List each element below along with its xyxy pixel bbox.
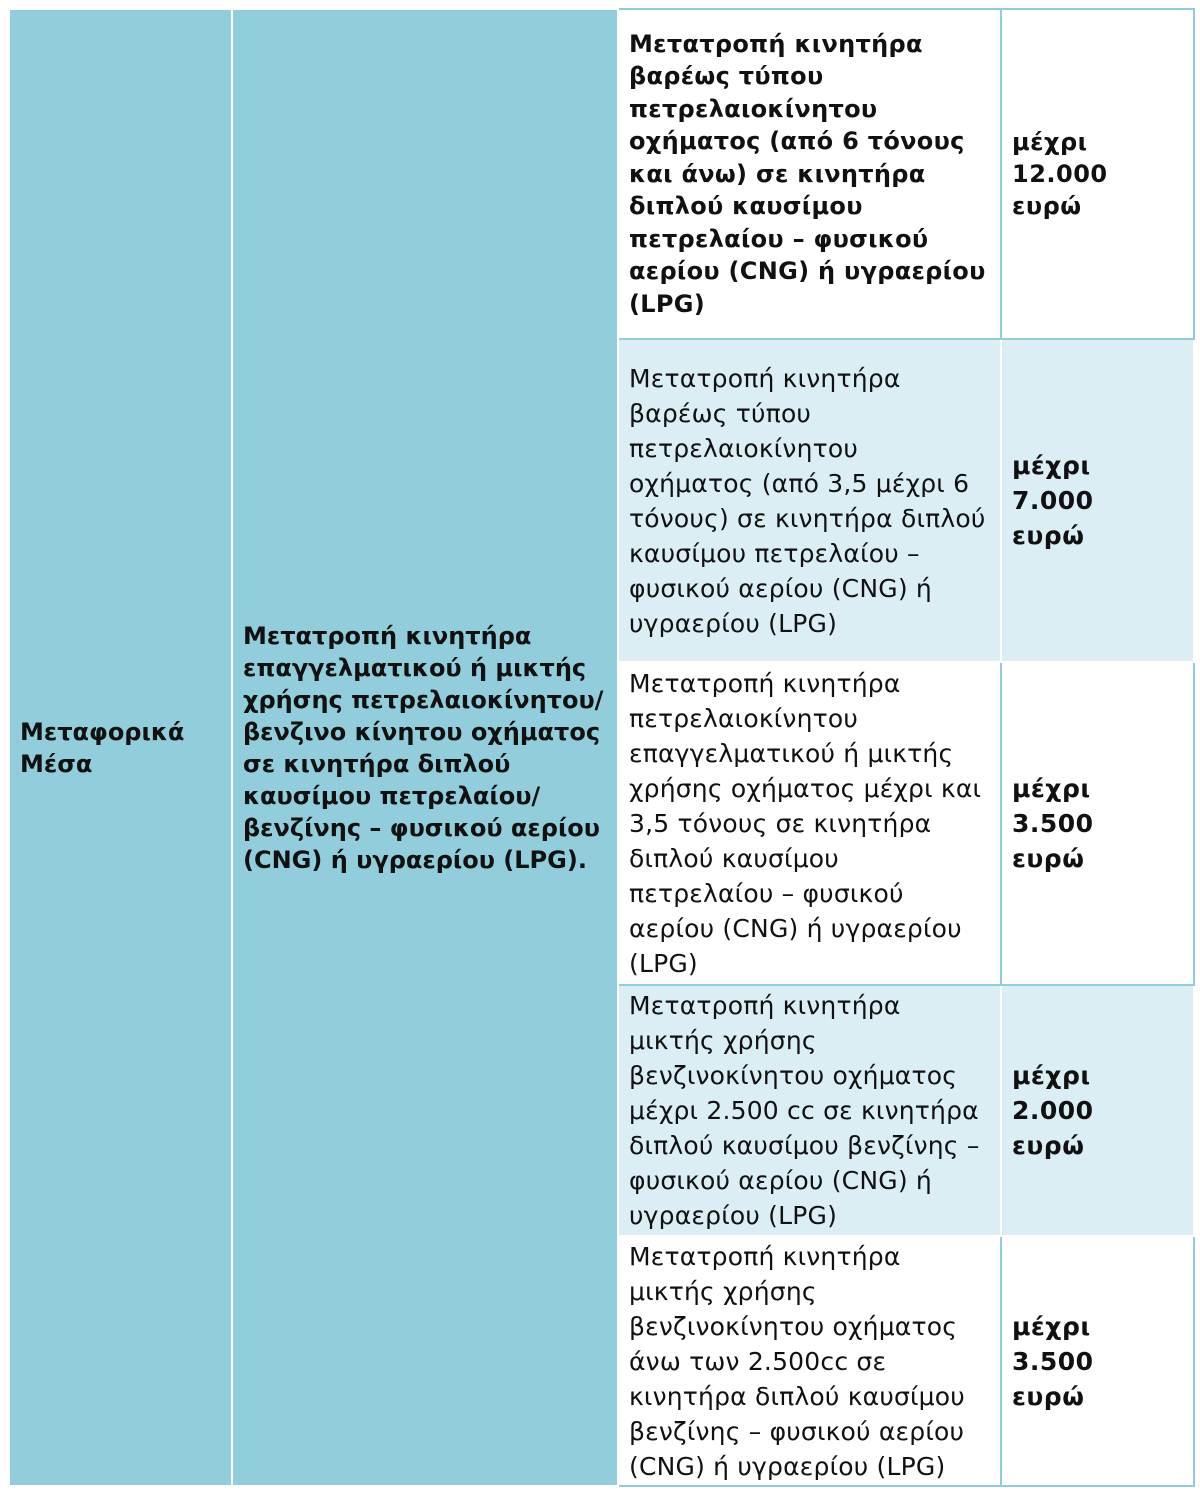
amount-text: μέχρι 12.000 ευρώ [1012, 128, 1108, 220]
sub-item-cell [618, 1236, 1001, 1486]
subsidy-table [8, 8, 1195, 1487]
sub-item-text: Μετατροπή κινητήρα πετρελαιοκίνητου επαγγελματικού ή μικτής χρήσης οχήματος μέχρι και 3,5 τόνους σε κινητήρα διπλού καυσίμου πετρελαίου – φυσικού αερίου (CNG) ή υγραερίου (LPG) [629, 669, 982, 978]
sub-item-cell [618, 9, 1001, 339]
amount-cell [1001, 1236, 1194, 1486]
sub-item-cell [618, 985, 1001, 1236]
sub-item-cell [618, 339, 1001, 662]
amount-text: μέχρι 3.500 ευρώ [1012, 774, 1094, 873]
amount-text: μέχρι 2.000 ευρώ [1012, 1061, 1094, 1160]
amount-text: μέχρι 7.000 ευρώ [1012, 451, 1094, 550]
sub-item-cell [618, 662, 1001, 985]
category-label: Μεταφορικά Μέσα [20, 717, 185, 778]
amount-cell [1001, 339, 1194, 662]
description-cell [232, 9, 618, 1486]
sub-item-text: Μετατροπή κινητήρα βαρέως τύπου πετρελαιοκίνητου οχήματος (από 3,5 μέχρι 6 τόνους) σε κινητήρα διπλού καυσίμου πετρελαίου – φυσικού αερίου (CNG) ή υγραερίου (LPG) [629, 363, 986, 638]
description-label: Μετατροπή κινητήρα επαγγελματικού ή μικτής χρήσης πετρελαιοκίνητου/βενζινο κίνητου οχήματος σε κινητήρα διπλού καυσίμου πετρελαίου/βενζίνης – φυσικού αερίου (CNG) ή υγραερίου (LPG). [243, 621, 604, 874]
amount-cell [1001, 985, 1194, 1236]
sub-item-text: Μετατροπή κινητήρα μικτής χρήσης βενζινοκίνητου οχήματος μέχρι 2.500 cc σε κινητήρα διπλού καυσίμου βενζίνης – φυσικού αερίου (CNG) ή υγραερίου (LPG) [629, 991, 980, 1230]
sub-item-text: Μετατροπή κινητήρα βαρέως τύπου πετρελαιοκίνητου οχήματος (από 6 τόνους και άνω) σε κινητήρα διπλού καυσίμου πετρελαίου – φυσικού αερίου (CNG) ή υγραερίου (LPG) [629, 29, 986, 318]
amount-cell [1001, 9, 1194, 339]
amount-text: μέχρι 3.500 ευρώ [1012, 1311, 1094, 1411]
table-row [9, 9, 1194, 339]
amount-cell [1001, 662, 1194, 985]
category-cell [9, 9, 232, 1486]
sub-item-text: Μετατροπή κινητήρα μικτής χρήσης βενζινοκίνητου οχήματος άνω των 2.500cc σε κινητήρα διπλού καυσίμου βενζίνης – φυσικού αερίου (CNG) ή υγραερίου (LPG) [629, 1241, 965, 1481]
